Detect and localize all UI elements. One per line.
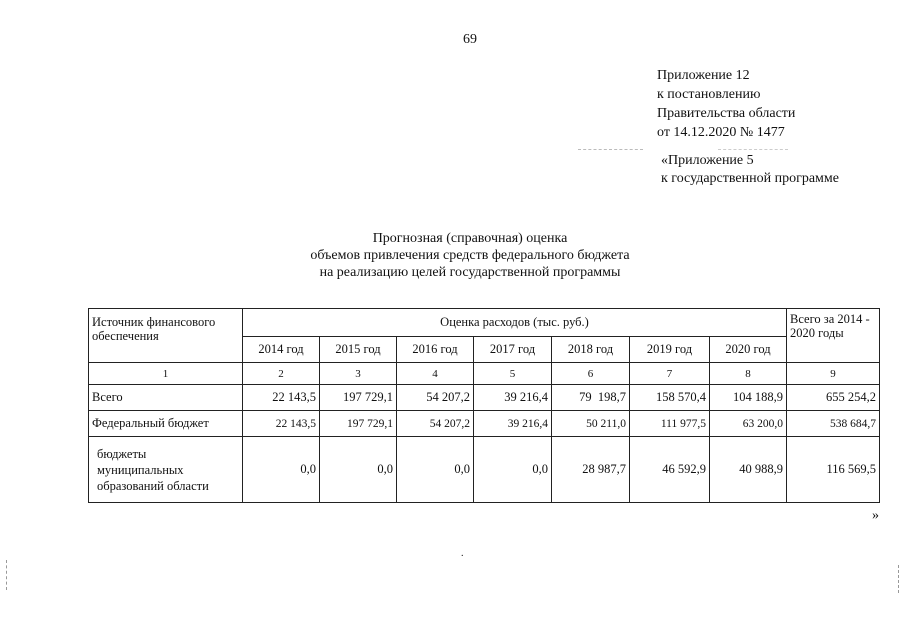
column-number: 5 — [474, 363, 552, 385]
table-cell: 54 207,2 — [397, 411, 474, 437]
appendix-line: к государственной программе — [661, 171, 839, 186]
column-number: 8 — [710, 363, 787, 385]
column-number: 2 — [243, 363, 320, 385]
header-source: Источник финансового обеспечения — [89, 309, 243, 363]
table-cell: 0,0 — [397, 437, 474, 503]
appendix-line: Приложение 12 — [657, 68, 750, 83]
row-label-line: бюджеты — [97, 446, 147, 461]
table-cell: 40 988,9 — [710, 437, 787, 503]
budget-table — [88, 308, 880, 503]
original-appendix-header — [661, 152, 839, 188]
appendix-line: от 14.12.2020 № 1477 — [657, 125, 785, 140]
table-cell: 655 254,2 — [787, 385, 880, 411]
table-cell: 538 684,7 — [787, 411, 880, 437]
scan-dot: . — [461, 548, 464, 559]
appendix-line: «Приложение 5 — [661, 153, 754, 168]
table-cell: 197 729,1 — [320, 385, 397, 411]
table-cell: 39 216,4 — [474, 385, 552, 411]
title-line: Прогнозная (справочная) оценка — [372, 231, 568, 246]
header-year: 2014 год — [243, 337, 320, 363]
table-cell: 46 592,9 — [630, 437, 710, 503]
appendix-line: к постановлению — [657, 87, 761, 102]
table-cell: 111 977,5 — [630, 411, 710, 437]
page-number: 69 — [463, 32, 477, 47]
closing-quote: » — [872, 508, 879, 523]
appendix-header — [657, 66, 795, 142]
table-cell: 0,0 — [474, 437, 552, 503]
row-label: Всего — [89, 385, 243, 411]
scan-edge-mark — [6, 560, 7, 590]
table-cell: 158 570,4 — [630, 385, 710, 411]
table-cell: 28 987,7 — [552, 437, 630, 503]
scan-artifact-line — [718, 149, 788, 150]
table-cell: 104 188,9 — [710, 385, 787, 411]
column-number: 3 — [320, 363, 397, 385]
document-title — [0, 230, 905, 281]
header-estimate: Оценка расходов (тыс. руб.) — [243, 309, 787, 337]
table-cell: 79 198,7 — [552, 385, 630, 411]
table-cell: 22 143,5 — [243, 385, 320, 411]
table-cell: 63 200,0 — [710, 411, 787, 437]
table-cell: 197 729,1 — [320, 411, 397, 437]
row-label — [89, 437, 243, 503]
table-cell: 22 143,5 — [243, 411, 320, 437]
header-year: 2019 год — [630, 337, 710, 363]
row-label-line: муниципальных — [97, 462, 184, 477]
column-number: 7 — [630, 363, 710, 385]
table-cell: 54 207,2 — [397, 385, 474, 411]
table-cell: 0,0 — [320, 437, 397, 503]
table-row-municipal — [89, 437, 880, 503]
table-cell: 39 216,4 — [474, 411, 552, 437]
table-row-federal — [89, 411, 880, 437]
column-number: 9 — [787, 363, 880, 385]
scan-edge-mark — [898, 565, 899, 593]
table-cell: 116 569,5 — [787, 437, 880, 503]
title-line: на реализацию целей государственной программы — [319, 265, 621, 280]
table-cell: 0,0 — [243, 437, 320, 503]
appendix-line: Правительства области — [657, 106, 796, 121]
table-cell: 50 211,0 — [552, 411, 630, 437]
scan-artifact-line — [578, 149, 643, 150]
row-label: Федеральный бюджет — [89, 411, 243, 437]
column-number: 4 — [397, 363, 474, 385]
title-line: объемов привлечения средств федерального бюджета — [310, 248, 630, 263]
row-label-line: образований области — [97, 478, 209, 493]
header-year: 2020 год — [710, 337, 787, 363]
table-row-total — [89, 385, 880, 411]
header-total: Всего за 2014 - 2020 годы — [787, 309, 880, 363]
column-number: 6 — [552, 363, 630, 385]
header-year: 2015 год — [320, 337, 397, 363]
header-year: 2018 год — [552, 337, 630, 363]
header-year: 2017 год — [474, 337, 552, 363]
column-number: 1 — [89, 363, 243, 385]
header-year: 2016 год — [397, 337, 474, 363]
